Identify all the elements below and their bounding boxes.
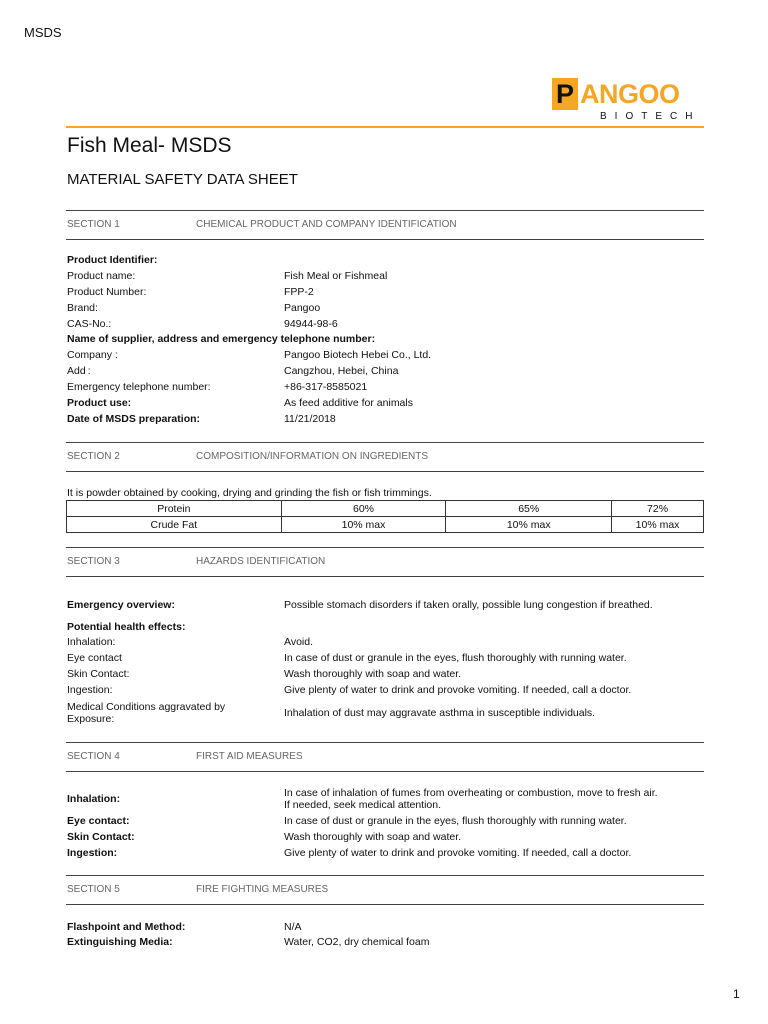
section-1-title: CHEMICAL PRODUCT AND COMPANY IDENTIFICATION (196, 219, 457, 230)
hazard-skin-label: Skin Contact: (67, 668, 130, 680)
company-label: Company : (67, 349, 118, 361)
page-subtitle: MATERIAL SAFETY DATA SHEET (67, 171, 298, 188)
hazard-eye-value: In case of dust or granule in the eyes, flush thoroughly with running water. (284, 652, 627, 664)
extinguishing-media-value: Water, CO2, dry chemical foam (284, 936, 430, 948)
section-divider (66, 771, 704, 772)
table-cell: Protein (67, 501, 282, 517)
hazard-ingestion-label: Ingestion: (67, 684, 113, 696)
section-divider (66, 742, 704, 743)
table-cell: 72% (612, 501, 704, 517)
table-row (67, 517, 704, 533)
emergency-overview-label: Emergency overview: (67, 599, 175, 611)
firstaid-ingestion-value: Give plenty of water to drink and provoke vomiting. If needed, call a doctor. (284, 847, 632, 859)
product-use-label: Product use: (67, 397, 132, 409)
section-divider (66, 547, 704, 548)
brand-label: Brand: (67, 302, 98, 314)
product-use-value: As feed additive for animals (284, 397, 413, 409)
phone-label: Emergency telephone number: (67, 381, 211, 393)
page-number: 1 (733, 987, 740, 1001)
phone-value: +86-317-8585021 (284, 381, 368, 393)
hazard-inhalation-label: Inhalation: (67, 636, 116, 648)
section-divider (66, 875, 704, 876)
table-cell: 10% max (612, 517, 704, 533)
section-2-number: SECTION 2 (67, 451, 120, 462)
section-2-title: COMPOSITION/INFORMATION ON INGREDIENTS (196, 451, 429, 462)
brand-value: Pangoo (284, 302, 321, 314)
section-1-number: SECTION 1 (67, 219, 120, 230)
section-divider (66, 471, 704, 472)
hazard-eye-label: Eye contact (67, 652, 122, 664)
logo-initial: P (555, 79, 574, 109)
firstaid-eye-label: Eye contact: (67, 815, 130, 827)
firstaid-ingestion-label: Ingestion: (67, 847, 118, 859)
product-number-label: Product Number: (67, 286, 147, 298)
msds-date-value: 11/21/2018 (284, 413, 336, 425)
section-divider (66, 239, 704, 240)
product-identifier-heading: Product Identifier: (67, 254, 158, 266)
product-number-value: FPP-2 (284, 286, 314, 298)
logo-name: ANGOO (580, 79, 680, 109)
medical-conditions-value: Inhalation of dust may aggravate asthma in susceptible individuals. (284, 707, 596, 719)
flashpoint-value: N/A (284, 921, 302, 933)
section-divider (66, 210, 704, 211)
medical-conditions-label-line1: Medical Conditions aggravated by (67, 701, 226, 713)
product-name-label: Product name: (67, 270, 136, 282)
firstaid-inhalation-value-line2: If needed, seek medical attention. (284, 799, 442, 811)
emergency-overview-value: Possible stomach disorders if taken orally, possible lung congestion if breathed. (284, 599, 653, 611)
product-name-value: Fish Meal or Fishmeal (284, 270, 388, 282)
hazard-skin-value: Wash thoroughly with soap and water. (284, 668, 462, 680)
table-cell: 10% max (446, 517, 612, 533)
section-3-number: SECTION 3 (67, 556, 120, 567)
logo-subtitle: BIOTECH (600, 111, 701, 122)
section-3-title: HAZARDS IDENTIFICATION (196, 556, 326, 567)
firstaid-skin-label: Skin Contact: (67, 831, 135, 843)
section-divider (66, 442, 704, 443)
address-value: Cangzhou, Hebei, China (284, 365, 399, 377)
table-row (67, 501, 704, 517)
firstaid-inhalation-label: Inhalation: (67, 793, 121, 805)
section-5-number: SECTION 5 (67, 884, 120, 895)
flashpoint-label: Flashpoint and Method: (67, 921, 186, 933)
cas-value: 94944-98-6 (284, 318, 338, 330)
page-title: Fish Meal- MSDS (67, 134, 232, 157)
document-header-label: MSDS (24, 25, 62, 40)
health-effects-heading: Potential health effects: (67, 621, 186, 633)
section-4-title: FIRST AID MEASURES (196, 751, 303, 762)
hazard-inhalation-value: Avoid. (284, 636, 313, 648)
firstaid-eye-value: In case of dust or granule in the eyes, flush thoroughly with running water. (284, 815, 627, 827)
cas-label: CAS-No.: (67, 318, 112, 330)
section-divider (66, 904, 704, 905)
company-value: Pangoo Biotech Hebei Co., Ltd. (284, 349, 432, 361)
supplier-heading: Name of supplier, address and emergency telephone number: (67, 333, 376, 345)
composition-intro: It is powder obtained by cooking, drying and grinding the fish or fish trimmings. (67, 487, 432, 499)
section-5-title: FIRE FIGHTING MEASURES (196, 884, 329, 895)
composition-table (66, 500, 704, 533)
hazard-ingestion-value: Give plenty of water to drink and provoke vomiting. If needed, call a doctor. (284, 684, 632, 696)
table-cell: Crude Fat (67, 517, 282, 533)
section-4-number: SECTION 4 (67, 751, 120, 762)
medical-conditions-label-line2: Exposure: (67, 713, 115, 725)
firstaid-inhalation-value-line1: In case of inhalation of fumes from overheating or combustion, move to fresh air. (284, 787, 658, 799)
table-cell: 65% (446, 501, 612, 517)
msds-date-label: Date of MSDS preparation: (67, 413, 201, 425)
firstaid-skin-value: Wash thoroughly with soap and water. (284, 831, 462, 843)
extinguishing-media-label: Extinguishing Media: (67, 936, 173, 948)
table-cell: 60% (281, 501, 446, 517)
table-cell: 10% max (281, 517, 446, 533)
address-label: Add : (67, 365, 91, 377)
section-divider (66, 576, 704, 577)
header-divider (66, 126, 704, 128)
